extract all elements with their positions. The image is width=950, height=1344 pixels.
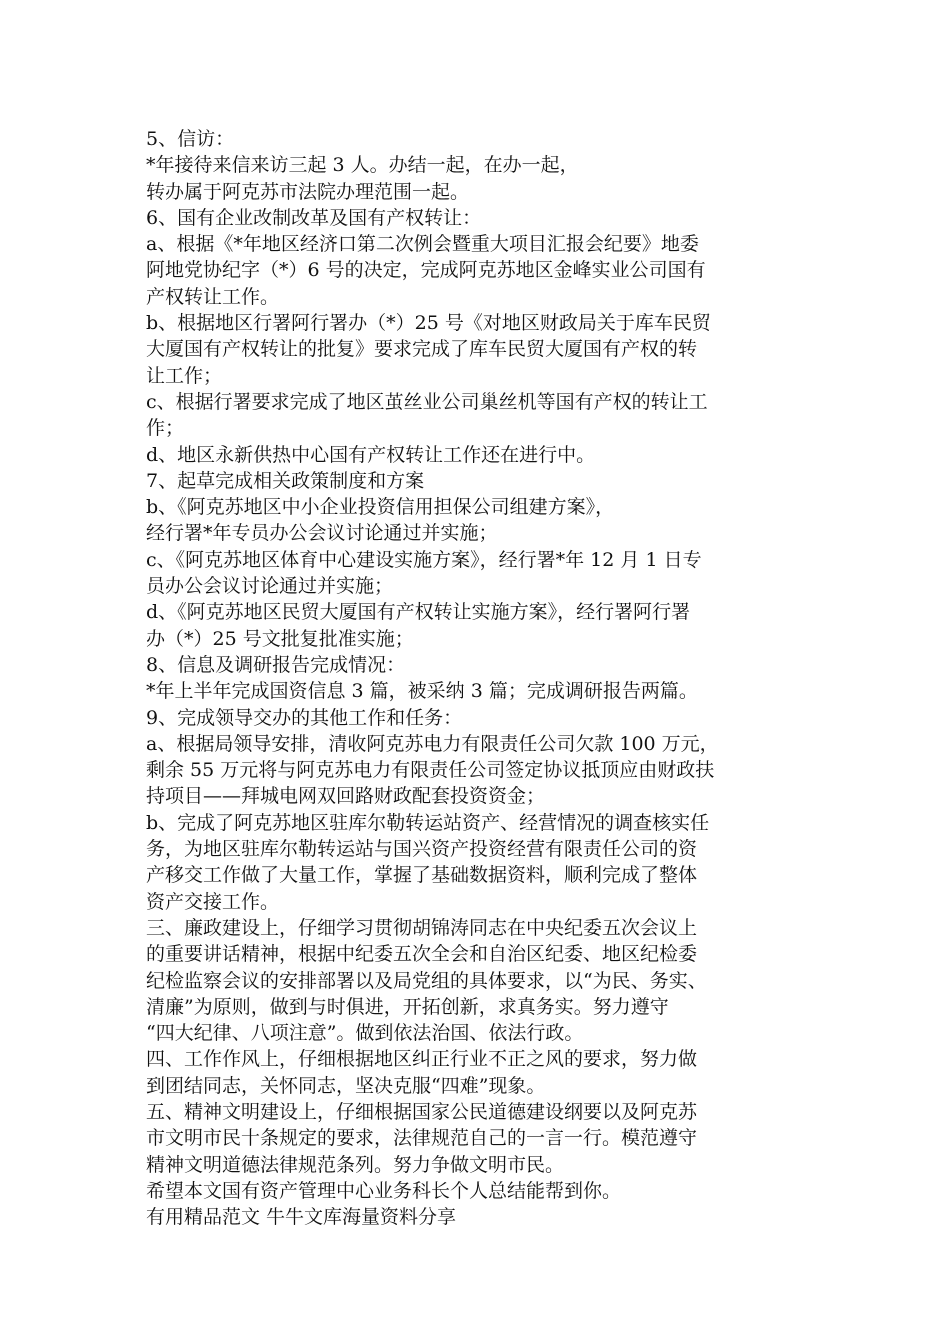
- text-line: 的重要讲话精神，根据中纪委五次全会和自治区纪委、地区纪检委: [146, 943, 698, 966]
- text-line: 剩余 55 万元将与阿克苏电力有限责任公司签定协议抵顶应由财政扶: [146, 759, 715, 782]
- text-line: a、根据《*年地区经济口第二次例会暨重大项目汇报会纪要》地委: [146, 233, 699, 256]
- text-line: 8、信息及调研报告完成情况：: [146, 653, 406, 676]
- text-line: 让工作；: [146, 364, 223, 387]
- text-line: 转办属于阿克苏市法院办理范围一起。: [146, 180, 470, 203]
- text-line: 9、完成领导交办的其他工作和任务：: [146, 706, 463, 729]
- text-line: d、《阿克苏地区民贸大厦国有产权转让实施方案》，经行署阿行署: [146, 601, 691, 624]
- text-line: 五、精神文明建设上，仔细根据国家公民道德建设纲要以及阿克苏: [146, 1100, 698, 1123]
- footer-line: 有用精品范文 牛牛文库海量资料分享: [146, 1206, 457, 1229]
- text-line: 作；: [146, 417, 185, 440]
- text-line: d、地区永新供热中心国有产权转让工作还在进行中。: [146, 443, 596, 466]
- text-line: 5、信访：: [146, 128, 235, 150]
- text-line: 办（*）25 号文批复批准实施；: [146, 627, 414, 650]
- text-line: a、根据局领导安排，清收阿克苏电力有限责任公司欠款 100 万元，: [146, 732, 719, 755]
- text-line: 产移交工作做了大量工作，掌握了基础数据资料，顺利完成了整体: [146, 864, 698, 887]
- text-line: 四、工作作风上，仔细根据地区纠正行业不正之风的要求，努力做: [146, 1048, 698, 1071]
- text-line: *年上半年完成国资信息 3 篇，被采纳 3 篇；完成调研报告两篇。: [146, 680, 698, 703]
- text-line: 到团结同志，关怀同志，坚决克服“四难”现象。: [146, 1074, 546, 1097]
- text-line: 7、起草完成相关政策制度和方案: [146, 469, 425, 492]
- text-line: 资产交接工作。: [146, 890, 280, 913]
- text-line: 务，为地区驻库尔勒转运站与国兴资产投资经营有限责任公司的资: [146, 838, 698, 861]
- text-line: *年接待来信来访三起 3 人。办结一起，在办一起，: [146, 154, 579, 177]
- text-line: “四大纪律、八项注意”。做到依法治国、依法行政。: [146, 1022, 584, 1045]
- text-line: 清廉”为原则，做到与时俱进，开拓创新，求真务实。努力遵守: [146, 995, 669, 1018]
- text-line: 经行署*年专员办公会议讨论通过并实施；: [146, 522, 498, 545]
- text-line: b、《阿克苏地区中小企业投资信用担保公司组建方案》，: [146, 496, 615, 519]
- text-line: 纪检监察会议的安排部署以及局党组的具体要求，以“为民、务实、: [146, 969, 707, 992]
- text-line: 6、国有企业改制改革及国有产权转让：: [146, 206, 482, 229]
- text-line: 市文明市民十条规定的要求，法律规范自己的一言一行。模范遵守: [146, 1127, 698, 1150]
- text-line: 精神文明道德法律规范条列。努力争做文明市民。: [146, 1153, 565, 1176]
- text-line: c、《阿克苏地区体育中心建设实施方案》，经行署*年 12 月 1 日专: [146, 548, 702, 571]
- text-line: 大厦国有产权转让的批复》要求完成了库车民贸大厦国有产权的转: [146, 338, 698, 361]
- text-line: 产权转让工作。: [146, 285, 280, 308]
- text-line: 阿地党协纪字（*）6 号的决定，完成阿克苏地区金峰实业公司国有: [146, 259, 706, 282]
- text-line: 希望本文国有资产管理中心业务科长个人总结能帮到你。: [146, 1179, 622, 1202]
- text-line: 员办公会议讨论通过并实施；: [146, 575, 394, 598]
- document-body: [146, 126, 808, 1230]
- text-line: b、完成了阿克苏地区驻库尔勒转运站资产、经营情况的调查核实任: [146, 811, 710, 834]
- text-line: 持项目——拜城电网双回路财政配套投资资金；: [146, 785, 546, 808]
- text-line: 三、廉政建设上，仔细学习贯彻胡锦涛同志在中央纪委五次会议上: [146, 916, 698, 939]
- text-line: b、根据地区行署阿行署办（*）25 号《对地区财政局关于库车民贸: [146, 312, 711, 335]
- text-line: c、根据行署要求完成了地区茧丝业公司巢丝机等国有产权的转让工: [146, 390, 708, 413]
